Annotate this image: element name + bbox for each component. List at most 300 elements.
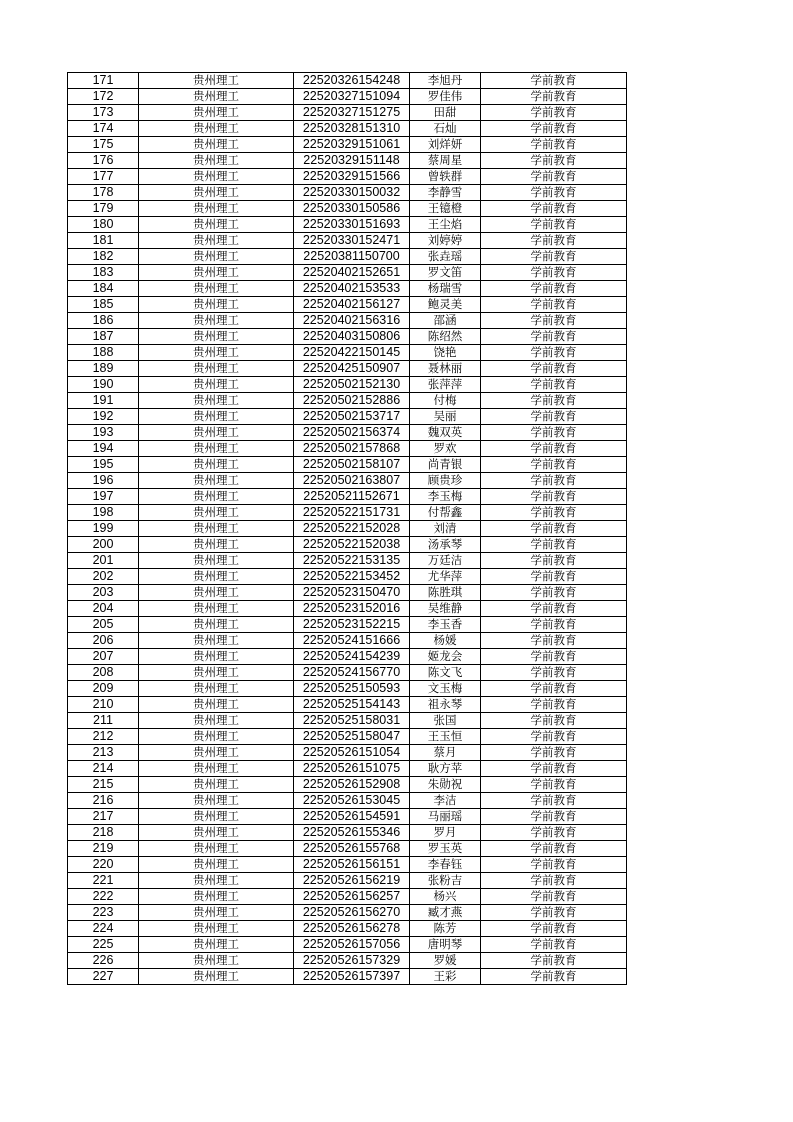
row-number-cell: 209 [68,681,139,697]
student-id-cell: 22520330151693 [294,217,410,233]
row-number-cell: 221 [68,873,139,889]
student-name-cell: 李静雪 [410,185,481,201]
row-number-cell: 219 [68,841,139,857]
school-cell: 贵州理工 [139,745,294,761]
table-row [68,457,627,473]
major-cell: 学前教育 [481,777,627,793]
school-cell: 贵州理工 [139,537,294,553]
student-id-cell: 22520521152671 [294,489,410,505]
student-name-cell: 尤华萍 [410,569,481,585]
major-cell: 学前教育 [481,585,627,601]
school-cell: 贵州理工 [139,825,294,841]
row-number-cell: 220 [68,857,139,873]
student-name-cell: 陈胜琪 [410,585,481,601]
school-cell: 贵州理工 [139,921,294,937]
student-name-cell: 陈文飞 [410,665,481,681]
table-row [68,297,627,313]
school-cell: 贵州理工 [139,153,294,169]
major-cell: 学前教育 [481,281,627,297]
row-number-cell: 191 [68,393,139,409]
student-name-cell: 耿方苹 [410,761,481,777]
student-name-cell: 姬龙会 [410,649,481,665]
student-id-cell: 22520526154591 [294,809,410,825]
row-number-cell: 190 [68,377,139,393]
school-cell: 贵州理工 [139,953,294,969]
student-name-cell: 李玉梅 [410,489,481,505]
major-cell: 学前教育 [481,681,627,697]
school-cell: 贵州理工 [139,665,294,681]
school-cell: 贵州理工 [139,393,294,409]
student-name-cell: 饶艳 [410,345,481,361]
student-name-cell: 石灿 [410,121,481,137]
row-number-cell: 177 [68,169,139,185]
student-id-cell: 22520526153045 [294,793,410,809]
student-name-cell: 罗媛 [410,953,481,969]
school-cell: 贵州理工 [139,233,294,249]
table-row [68,505,627,521]
student-name-cell: 王尘焰 [410,217,481,233]
row-number-cell: 208 [68,665,139,681]
student-id-cell: 22520502163807 [294,473,410,489]
school-cell: 贵州理工 [139,777,294,793]
school-cell: 贵州理工 [139,137,294,153]
row-number-cell: 188 [68,345,139,361]
school-cell: 贵州理工 [139,473,294,489]
table-row [68,649,627,665]
major-cell: 学前教育 [481,249,627,265]
school-cell: 贵州理工 [139,873,294,889]
table-row [68,841,627,857]
student-name-cell: 顾贵珍 [410,473,481,489]
student-id-cell: 22520328151310 [294,121,410,137]
school-cell: 贵州理工 [139,585,294,601]
school-cell: 贵州理工 [139,761,294,777]
student-name-cell: 朱勋祝 [410,777,481,793]
student-id-cell: 22520403150806 [294,329,410,345]
major-cell: 学前教育 [481,345,627,361]
school-cell: 贵州理工 [139,441,294,457]
student-id-cell: 22520502157868 [294,441,410,457]
student-id-cell: 22520526156278 [294,921,410,937]
major-cell: 学前教育 [481,937,627,953]
student-name-cell: 文玉梅 [410,681,481,697]
student-name-cell: 吴丽 [410,409,481,425]
row-number-cell: 182 [68,249,139,265]
school-cell: 贵州理工 [139,617,294,633]
school-cell: 贵州理工 [139,793,294,809]
row-number-cell: 189 [68,361,139,377]
row-number-cell: 178 [68,185,139,201]
major-cell: 学前教育 [481,537,627,553]
student-id-cell: 22520502152130 [294,377,410,393]
row-number-cell: 226 [68,953,139,969]
row-number-cell: 173 [68,105,139,121]
student-id-cell: 22520502156374 [294,425,410,441]
student-name-cell: 吴维静 [410,601,481,617]
student-name-cell: 罗月 [410,825,481,841]
school-cell: 贵州理工 [139,265,294,281]
row-number-cell: 223 [68,905,139,921]
row-number-cell: 215 [68,777,139,793]
table-row [68,601,627,617]
school-cell: 贵州理工 [139,601,294,617]
row-number-cell: 224 [68,921,139,937]
student-id-cell: 22520327151094 [294,89,410,105]
table-row [68,425,627,441]
school-cell: 贵州理工 [139,889,294,905]
row-number-cell: 185 [68,297,139,313]
student-name-cell: 汤承琴 [410,537,481,553]
major-cell: 学前教育 [481,873,627,889]
major-cell: 学前教育 [481,697,627,713]
major-cell: 学前教育 [481,617,627,633]
school-cell: 贵州理工 [139,521,294,537]
student-table-body [68,73,627,985]
row-number-cell: 225 [68,937,139,953]
table-row [68,953,627,969]
major-cell: 学前教育 [481,569,627,585]
student-id-cell: 22520524156770 [294,665,410,681]
school-cell: 贵州理工 [139,937,294,953]
student-name-cell: 蔡月 [410,745,481,761]
table-row [68,905,627,921]
school-cell: 贵州理工 [139,713,294,729]
student-id-cell: 22520525154143 [294,697,410,713]
student-name-cell: 李春钰 [410,857,481,873]
table-row [68,217,627,233]
student-id-cell: 22520526156257 [294,889,410,905]
major-cell: 学前教育 [481,649,627,665]
student-id-cell: 22520523152016 [294,601,410,617]
table-row [68,873,627,889]
student-name-cell: 王玉恒 [410,729,481,745]
table-row [68,201,627,217]
row-number-cell: 183 [68,265,139,281]
table-row [68,937,627,953]
student-name-cell: 祖永琴 [410,697,481,713]
major-cell: 学前教育 [481,825,627,841]
student-name-cell: 鲍灵美 [410,297,481,313]
table-row [68,89,627,105]
table-row [68,281,627,297]
student-name-cell: 张国 [410,713,481,729]
major-cell: 学前教育 [481,265,627,281]
major-cell: 学前教育 [481,361,627,377]
row-number-cell: 201 [68,553,139,569]
table-row [68,697,627,713]
major-cell: 学前教育 [481,121,627,137]
student-id-cell: 22520522153135 [294,553,410,569]
school-cell: 贵州理工 [139,569,294,585]
school-cell: 贵州理工 [139,217,294,233]
major-cell: 学前教育 [481,889,627,905]
student-name-cell: 刘烊妍 [410,137,481,153]
table-row [68,313,627,329]
major-cell: 学前教育 [481,505,627,521]
student-id-cell: 22520526157397 [294,969,410,985]
table-row [68,409,627,425]
school-cell: 贵州理工 [139,345,294,361]
major-cell: 学前教育 [481,457,627,473]
school-cell: 贵州理工 [139,905,294,921]
school-cell: 贵州理工 [139,425,294,441]
student-id-cell: 22520422150145 [294,345,410,361]
table-row [68,537,627,553]
student-id-cell: 22520402156127 [294,297,410,313]
school-cell: 贵州理工 [139,249,294,265]
school-cell: 贵州理工 [139,89,294,105]
major-cell: 学前教育 [481,633,627,649]
major-cell: 学前教育 [481,297,627,313]
student-name-cell: 罗欢 [410,441,481,457]
major-cell: 学前教育 [481,185,627,201]
student-name-cell: 付帮鑫 [410,505,481,521]
student-name-cell: 田甜 [410,105,481,121]
student-name-cell: 尚青银 [410,457,481,473]
major-cell: 学前教育 [481,713,627,729]
major-cell: 学前教育 [481,313,627,329]
table-row [68,825,627,841]
major-cell: 学前教育 [481,601,627,617]
student-id-cell: 22520326154248 [294,73,410,89]
student-name-cell: 万廷洁 [410,553,481,569]
student-name-cell: 邵涵 [410,313,481,329]
student-name-cell: 张垚瑶 [410,249,481,265]
row-number-cell: 194 [68,441,139,457]
student-id-cell: 22520330150586 [294,201,410,217]
school-cell: 贵州理工 [139,633,294,649]
major-cell: 学前教育 [481,489,627,505]
table-row [68,441,627,457]
student-name-cell: 罗玉英 [410,841,481,857]
row-number-cell: 181 [68,233,139,249]
student-id-cell: 22520329151148 [294,153,410,169]
student-id-cell: 22520330152471 [294,233,410,249]
table-row [68,393,627,409]
school-cell: 贵州理工 [139,329,294,345]
table-row [68,169,627,185]
student-id-cell: 22520526151075 [294,761,410,777]
school-cell: 贵州理工 [139,121,294,137]
school-cell: 贵州理工 [139,105,294,121]
row-number-cell: 207 [68,649,139,665]
school-cell: 贵州理工 [139,281,294,297]
student-id-cell: 22520524151666 [294,633,410,649]
student-id-cell: 22520525158031 [294,713,410,729]
school-cell: 贵州理工 [139,809,294,825]
table-row [68,921,627,937]
row-number-cell: 195 [68,457,139,473]
student-name-cell: 杨媛 [410,633,481,649]
row-number-cell: 171 [68,73,139,89]
major-cell: 学前教育 [481,905,627,921]
student-id-cell: 22520523150470 [294,585,410,601]
student-name-cell: 李洁 [410,793,481,809]
row-number-cell: 212 [68,729,139,745]
table-row [68,729,627,745]
student-id-cell: 22520526157056 [294,937,410,953]
table-row [68,777,627,793]
student-id-cell: 22520525150593 [294,681,410,697]
major-cell: 学前教育 [481,409,627,425]
major-cell: 学前教育 [481,153,627,169]
row-number-cell: 180 [68,217,139,233]
major-cell: 学前教育 [481,233,627,249]
major-cell: 学前教育 [481,729,627,745]
major-cell: 学前教育 [481,473,627,489]
school-cell: 贵州理工 [139,681,294,697]
student-id-cell: 22520526155768 [294,841,410,857]
school-cell: 贵州理工 [139,697,294,713]
table-row [68,521,627,537]
row-number-cell: 216 [68,793,139,809]
major-cell: 学前教育 [481,921,627,937]
student-name-cell: 李旭丹 [410,73,481,89]
row-number-cell: 198 [68,505,139,521]
table-row [68,377,627,393]
student-name-cell: 蔡周星 [410,153,481,169]
major-cell: 学前教育 [481,553,627,569]
student-id-cell: 22520526151054 [294,745,410,761]
school-cell: 贵州理工 [139,969,294,985]
student-id-cell: 22520425150907 [294,361,410,377]
major-cell: 学前教育 [481,665,627,681]
student-name-cell: 王彩 [410,969,481,985]
row-number-cell: 203 [68,585,139,601]
table-row [68,761,627,777]
table-row [68,249,627,265]
student-name-cell: 王镱橙 [410,201,481,217]
student-name-cell: 聂林丽 [410,361,481,377]
major-cell: 学前教育 [481,809,627,825]
school-cell: 贵州理工 [139,297,294,313]
student-id-cell: 22520522152028 [294,521,410,537]
row-number-cell: 196 [68,473,139,489]
row-number-cell: 202 [68,569,139,585]
student-id-cell: 22520522152038 [294,537,410,553]
student-name-cell: 魏双英 [410,425,481,441]
row-number-cell: 205 [68,617,139,633]
major-cell: 学前教育 [481,745,627,761]
student-id-cell: 22520329151566 [294,169,410,185]
student-id-cell: 22520502158107 [294,457,410,473]
student-id-cell: 22520523152215 [294,617,410,633]
major-cell: 学前教育 [481,137,627,153]
student-id-cell: 22520330150032 [294,185,410,201]
school-cell: 贵州理工 [139,505,294,521]
row-number-cell: 193 [68,425,139,441]
row-number-cell: 206 [68,633,139,649]
row-number-cell: 197 [68,489,139,505]
row-number-cell: 217 [68,809,139,825]
row-number-cell: 179 [68,201,139,217]
student-id-cell: 22520402153533 [294,281,410,297]
student-name-cell: 刘婷婷 [410,233,481,249]
major-cell: 学前教育 [481,89,627,105]
student-id-cell: 22520526156270 [294,905,410,921]
student-name-cell: 曾轶群 [410,169,481,185]
student-id-cell: 22520526156219 [294,873,410,889]
row-number-cell: 222 [68,889,139,905]
row-number-cell: 186 [68,313,139,329]
table-row [68,857,627,873]
major-cell: 学前教育 [481,217,627,233]
table-row [68,345,627,361]
school-cell: 贵州理工 [139,649,294,665]
student-id-cell: 22520327151275 [294,105,410,121]
row-number-cell: 199 [68,521,139,537]
student-id-cell: 22520526156151 [294,857,410,873]
row-number-cell: 187 [68,329,139,345]
major-cell: 学前教育 [481,393,627,409]
table-row [68,73,627,89]
major-cell: 学前教育 [481,953,627,969]
table-row [68,329,627,345]
table-row [68,265,627,281]
student-id-cell: 22520402152651 [294,265,410,281]
row-number-cell: 200 [68,537,139,553]
student-name-cell: 唐明琴 [410,937,481,953]
school-cell: 贵州理工 [139,729,294,745]
student-name-cell: 刘清 [410,521,481,537]
student-name-cell: 李玉香 [410,617,481,633]
student-id-cell: 22520329151061 [294,137,410,153]
student-name-cell: 杨兴 [410,889,481,905]
row-number-cell: 192 [68,409,139,425]
student-id-cell: 22520502153717 [294,409,410,425]
student-name-cell: 张萍萍 [410,377,481,393]
student-name-cell: 张粉吉 [410,873,481,889]
major-cell: 学前教育 [481,73,627,89]
table-row [68,713,627,729]
row-number-cell: 174 [68,121,139,137]
major-cell: 学前教育 [481,521,627,537]
major-cell: 学前教育 [481,329,627,345]
row-number-cell: 175 [68,137,139,153]
major-cell: 学前教育 [481,105,627,121]
major-cell: 学前教育 [481,377,627,393]
school-cell: 贵州理工 [139,457,294,473]
school-cell: 贵州理工 [139,377,294,393]
major-cell: 学前教育 [481,201,627,217]
table-row [68,553,627,569]
table-row [68,681,627,697]
student-id-cell: 22520526155346 [294,825,410,841]
student-name-cell: 罗文笛 [410,265,481,281]
row-number-cell: 213 [68,745,139,761]
school-cell: 贵州理工 [139,841,294,857]
row-number-cell: 218 [68,825,139,841]
table-row [68,185,627,201]
row-number-cell: 211 [68,713,139,729]
student-id-cell: 22520522153452 [294,569,410,585]
row-number-cell: 210 [68,697,139,713]
student-name-cell: 陈芳 [410,921,481,937]
school-cell: 贵州理工 [139,857,294,873]
row-number-cell: 204 [68,601,139,617]
row-number-cell: 176 [68,153,139,169]
student-id-cell: 22520381150700 [294,249,410,265]
major-cell: 学前教育 [481,441,627,457]
school-cell: 贵州理工 [139,185,294,201]
student-id-cell: 22520526152908 [294,777,410,793]
table-row [68,809,627,825]
student-table [67,72,627,985]
student-id-cell: 22520526157329 [294,953,410,969]
student-id-cell: 22520525158047 [294,729,410,745]
row-number-cell: 172 [68,89,139,105]
student-name-cell: 陈绍然 [410,329,481,345]
